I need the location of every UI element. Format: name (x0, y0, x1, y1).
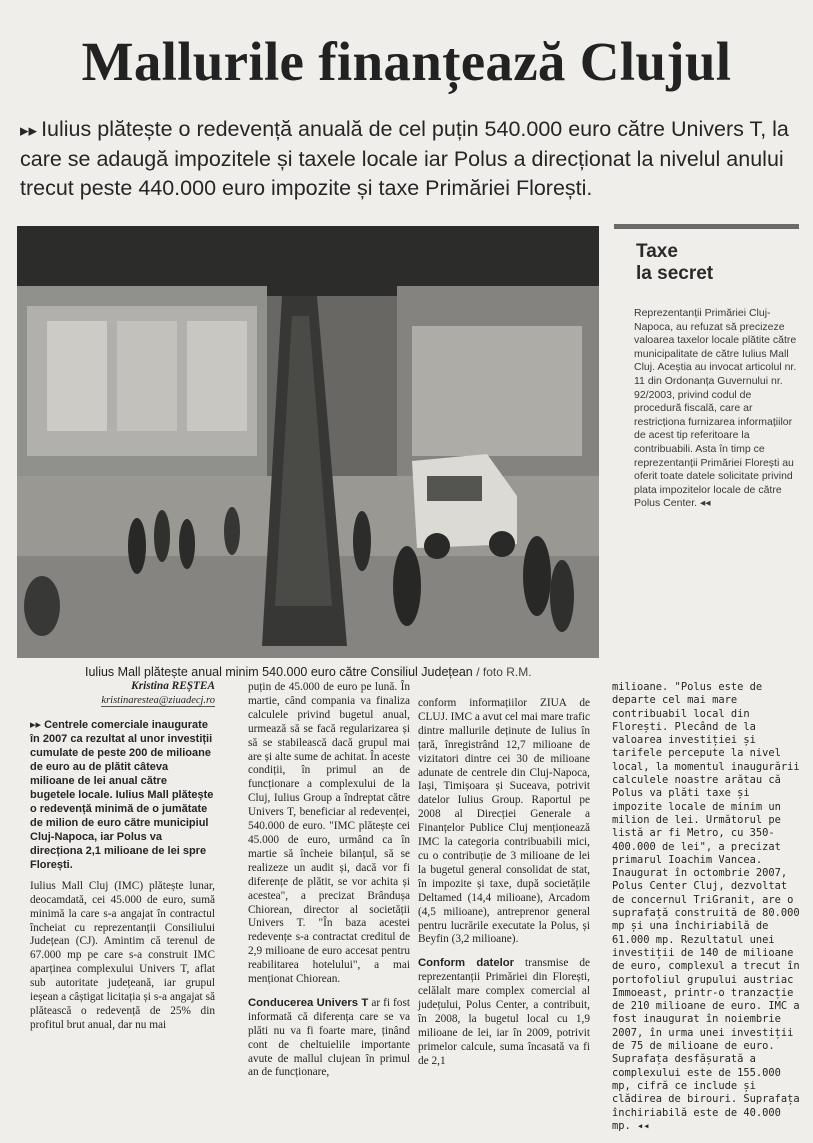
sidebar-box (614, 224, 799, 660)
sidebar-body: Reprezentanții Primăriei Cluj-Napoca, au refuzat să precizeze valoarea taxelor locale plătite către municipalitate de către Iulius Mall Cluj. Aceștia au invocat articolul nr. 11 din Ordonanța Guvernului nr. 92/2003, privind codul de procedură fiscală, care ar restricționa furnizarea informațiilor de acest tip referitoare la contribuabili. Asta în timp ce reprezentanții Primăriei Florești au oferit toate datele solicitate privind plata impozitelor locale de către Polus Center. (634, 307, 797, 510)
intro-text: Centrele comerciale inaugurate în 2007 ca rezultat al unor investiții cumulate de peste 200 de milioane de euro au de plătit câteva milioane de lei anual către bugetele locale. Iulius Mall plătește o redevență minimă de o jumătate de milion de euro către municipiul Cluj-Napoca, iar Polus va direcționa 2,1 milioane de lei spre Florești. (30, 718, 214, 871)
byline-email: kristinarestea@ziuadecj.ro (101, 694, 215, 706)
sidebar-text (634, 307, 799, 511)
sidebar-end-mark: ◂◂ (699, 497, 711, 510)
photo-credit: / foto R.M. (476, 665, 532, 679)
column-4-text: milioane. "Polus este de departe cel mai mare contribuabil local din Florești. Plecând de la valoarea investiției și tarifele percepute la nivel local, la momentul inaugurării calculele noastre arătau că Polus va plăti taxe și impozite locale de minim un milion de lei. Următorul pe listă ar fi Metro, cu 350-400.000 de lei", a precizat primarul Ioachim Vancea. Inaugurat în octombrie 2007, Polus Center Cluj, dezvoltat de concernul TriGranit, are o suprafață construită de 80.000 mp și una închiriabilă de 61.000 mp. Rezultatul unei investiții de 140 de milioane de euro, complexul a trecut în portofoliul grupului austriac Immoeast, printr-o tranzacție de 210 milioane de euro. IMC a fost inaugurat în noiembrie 2007, în urma unei investiții de 75 de milioane de euro. Suprafața desfășurată a complexului este de 155.000 mp, cifră ce include și clădirea de birouri. Suprafața închiriabilă este de 40.000 mp. (612, 681, 800, 1132)
column-3-paragraph-2-text: transmise de reprezentanții Primăriei din Florești, celălalt mare complex comercial al județului, Polus Center, a contribuit, în 2008, la bugetul local cu 1,9 milioane de lei, iar în 2009, potrivit primelor calcule, suma încasată va fi de 2,1 (418, 957, 590, 1067)
byline-author: Kristina REȘTEA (131, 680, 215, 692)
column-2-paragraph-2-text: ar fi fost informată că diferența care se va plăti nu va fi foarte mare, ținând cont de cheltuielile importante avute de mallul clujean în primul an de funcționare, (248, 996, 410, 1079)
column-1 (30, 680, 215, 1043)
article-intro (30, 718, 215, 872)
byline (30, 680, 215, 708)
column-2 (248, 681, 410, 1090)
intro-marker: ▸▸ (30, 718, 42, 731)
sidebar-title-line1: Taxe (636, 241, 678, 262)
column-3-paragraph-2 (418, 957, 590, 1068)
article-headline: Mallurile finanțează Clujul (81, 31, 732, 92)
sidebar-title-line2: la secret (636, 263, 714, 284)
sidebar-title (636, 241, 799, 285)
column-3-subhead: Conform datelor (418, 957, 515, 970)
article-lead (20, 115, 805, 203)
column-4-body (612, 681, 800, 1133)
photo-caption (85, 665, 605, 679)
lead-marker: ▸▸ (20, 121, 38, 140)
photo-caption-text: Iulius Mall plătește anual minim 540.000 euro către Consiliul Județean (85, 665, 473, 679)
column-1-body: Iulius Mall Cluj (IMC) plătește lunar, deocamdată, cei 45.000 de euro, sumă minimă la care s-a angajat în contractul încheiat cu reprezentanții Consiliului Județean (CJ). Amintim că terenul de 67.000 mp pe care s-a construit IMC aparținea complexului Univers T, aflat sub autoritate județeană, iar grupul ieșean a câștigat licitația și s-a angajat să plătească o redevență de 25% din profitul brut anual, dar nu mai (30, 879, 215, 1031)
column-4-end-mark: ◂◂ (637, 1119, 650, 1132)
column-3 (418, 697, 590, 1079)
column-4 (612, 681, 800, 1143)
column-2-subhead: Conducerea Univers T (248, 996, 369, 1009)
column-3-paragraph-1: conform informațiilor ZIUA de CLUJ. IMC a avut cel mai mare trafic dintre mallurile deținute de Iulius în țară, înregistrând 12,7 milioane de vizitatori dintre cei 30 de milioane adunate de centrele din Cluj-Napoca, Iași, Timișoara și Suceava, potrivit datelor Iulius Group. Raportul pe 2008 al Direcției Generale a Finanțelor Publice Cluj menționează IMC la categoria contribuabili mici, cu o contribuție de 3 milioane de lei la bugetul general consolidat de stat, în impozite și taxe, după societățile Deltamed (14,4 milioane), Arcadom (4,5 milioane), antreprenor general pentru lucrările executate la Polus, și Beyfin (3,2 milioane). (418, 697, 590, 946)
column-2-paragraph-1: puțin de 45.000 de euro pe lună. În martie, când compania va finaliza calculele privind bugetul anual, urmează să se facă regularizarea și să se stabilească dacă grupul mai are și alte sume de achitat. În aceste condiții, în primul an de funcționare a complexului de la Cluj, Iulius Group a îndreptat către Univers T, beneficiar al redevenței, 540.000 de euro. "IMC plătește cei 45.000 de euro, urmând ca în martie să încheie bilanțul, să se realizeze un audit și, dacă vor fi diferențe de plătit, se vor achita și acestea", a precizat Brândușa Chiorean, director al societății Univers T. "În baza acestei redevențe s-a contractat creditul de 2,9 milioane de euro accesat pentru reabilitarea hotelului", a mai menționat Chiorean. (248, 681, 410, 986)
column-2-paragraph-2 (248, 997, 410, 1080)
article-photo (17, 226, 599, 658)
sidebar-rule (614, 224, 799, 229)
mall-interior-photo (17, 226, 599, 658)
lead-text: Iulius plătește o redevență anuală de cel puțin 540.000 euro către Univers T, la care se adaugă impozitele și taxele locale iar Polus a direcționat la nivelul anului trecut peste 440.000 euro impozite și taxe Primăriei Florești. (20, 117, 789, 200)
